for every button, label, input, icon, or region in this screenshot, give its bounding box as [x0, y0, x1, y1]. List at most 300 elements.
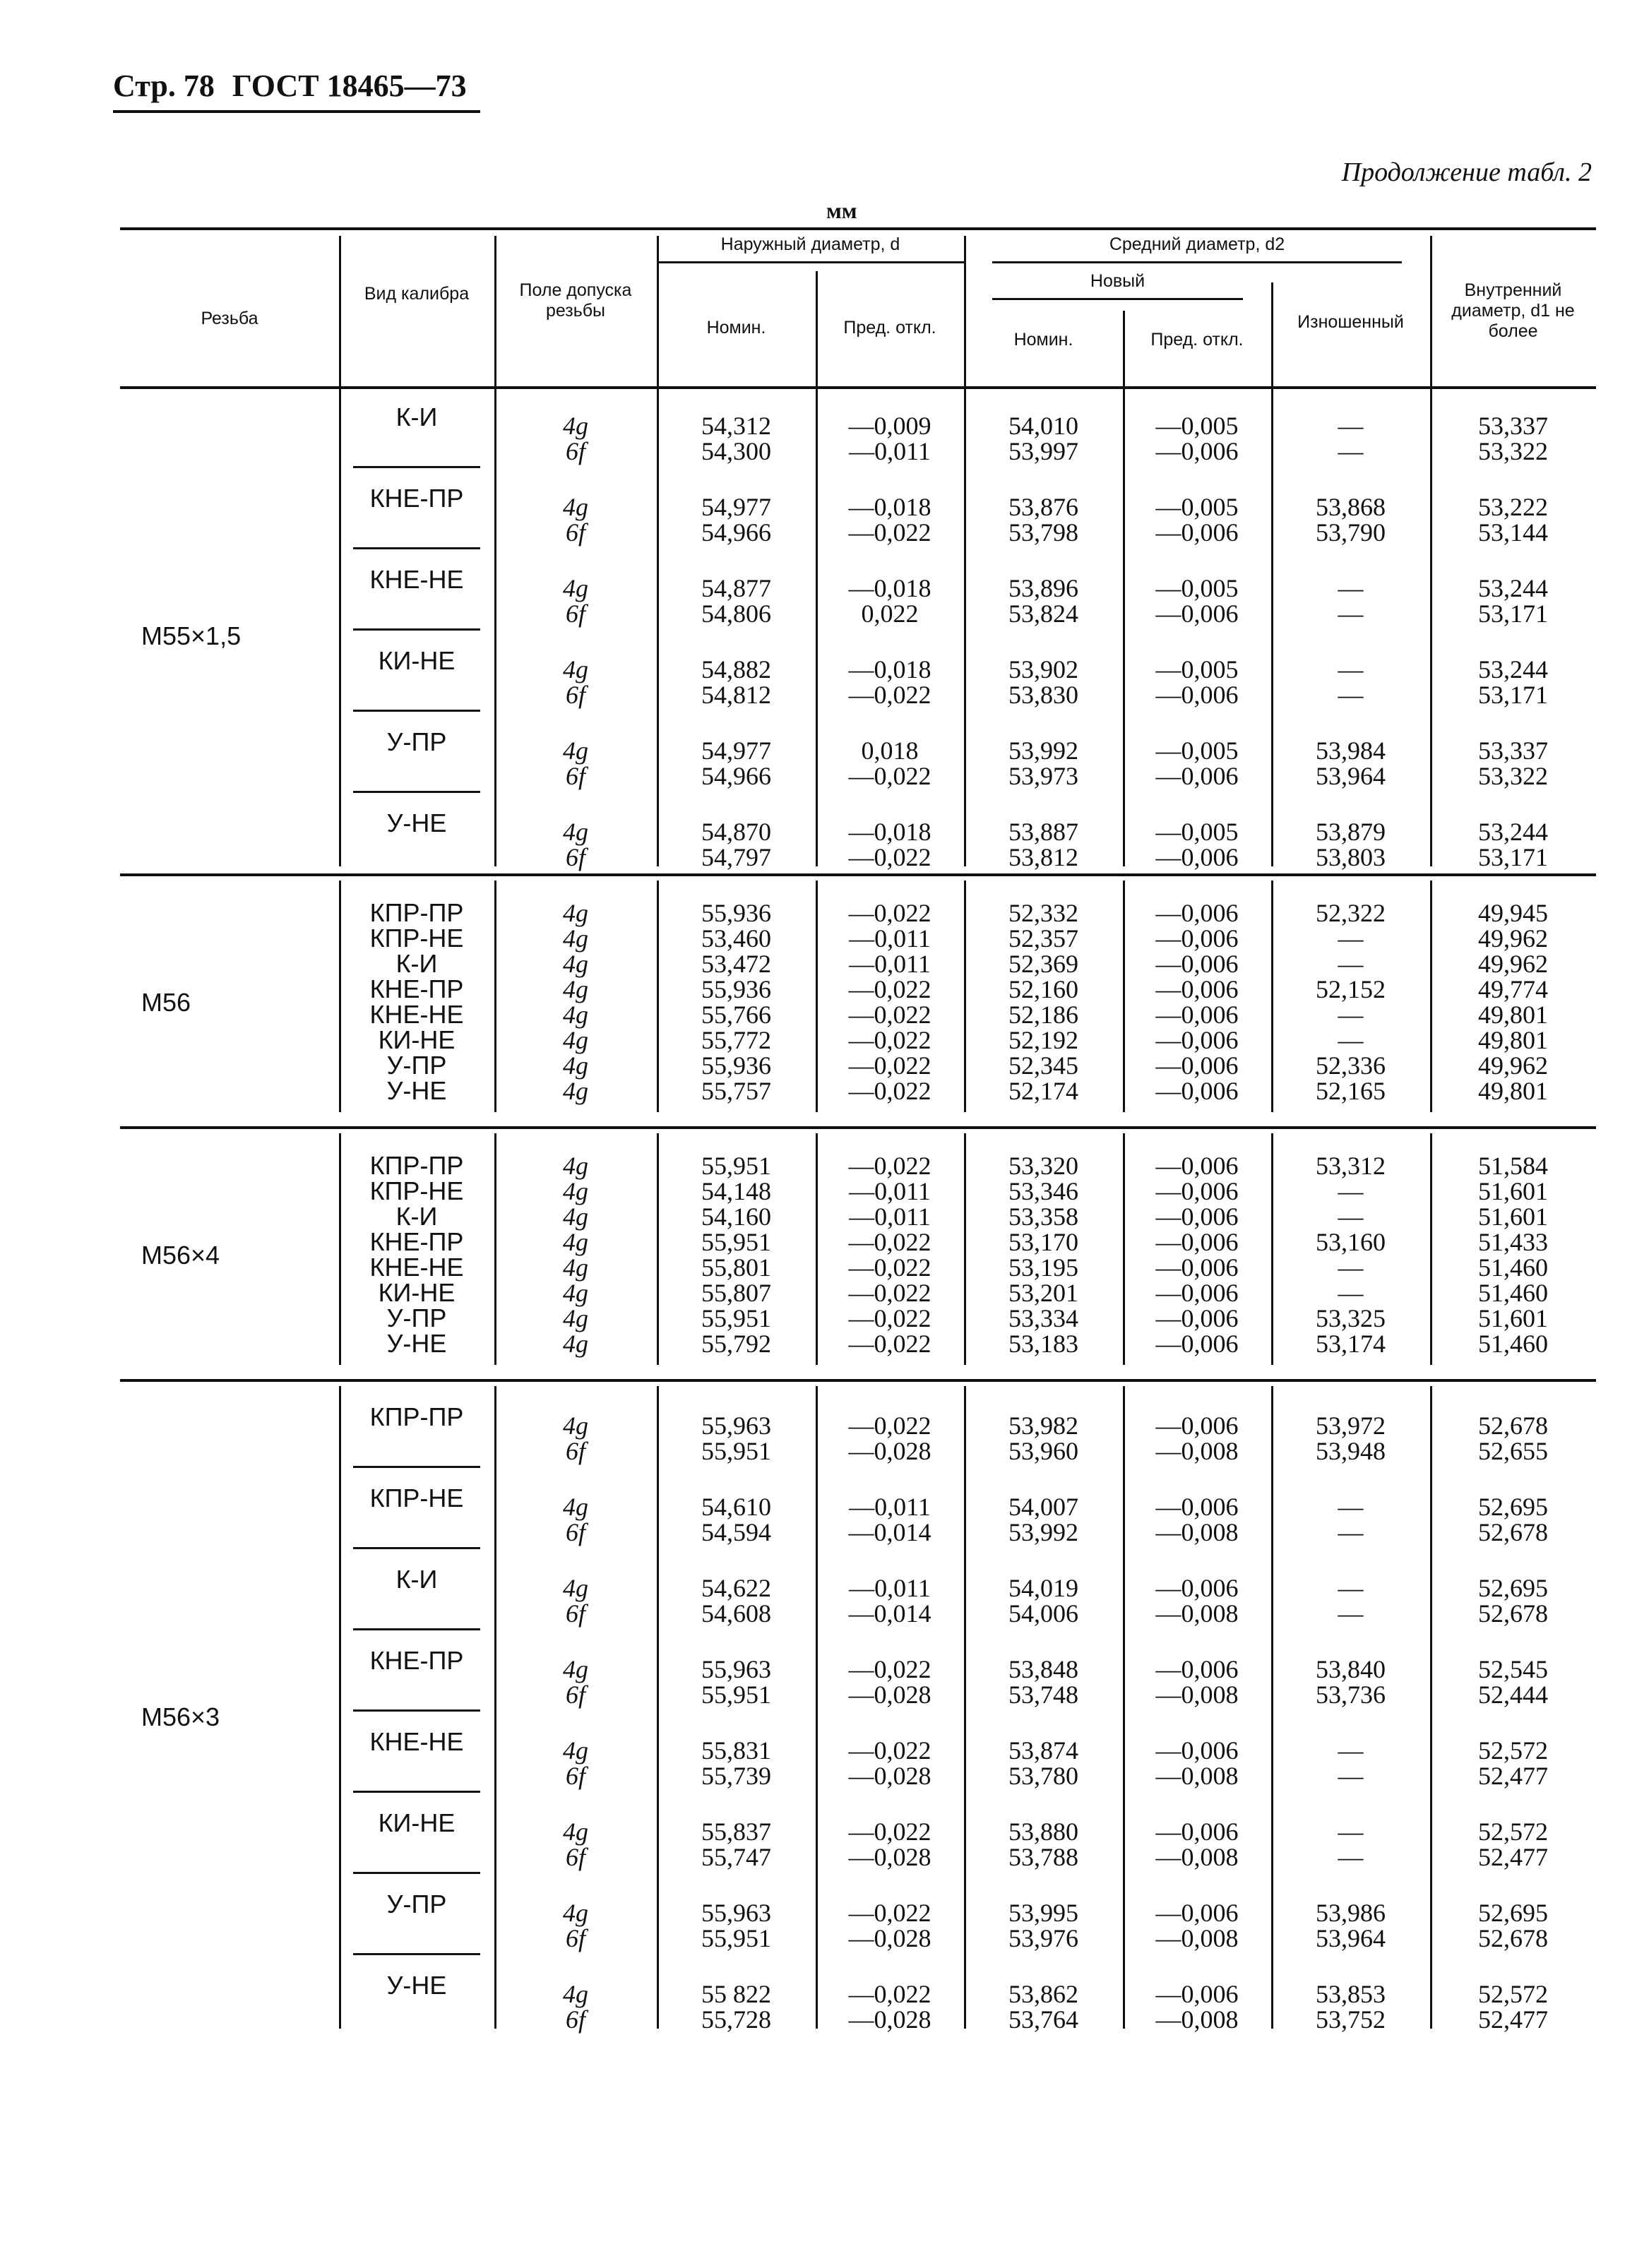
worn-cell: 53,174	[1316, 1330, 1386, 1358]
col-header-inner-diameter: Внутренний диаметр, d1 не более	[1451, 280, 1575, 341]
outer-nominal-cell: 55,739	[701, 1762, 771, 1790]
thread-label: М56×3	[141, 1702, 220, 1731]
mean-deviation-cell: —0,006	[1155, 762, 1239, 790]
outer-deviation-cell: —0,011	[849, 1493, 931, 1521]
worn-cell: 53,160	[1316, 1228, 1386, 1256]
outer-nominal-cell: 53,472	[701, 950, 771, 978]
continuation-note: Продолжение табл. 2	[1341, 157, 1592, 187]
mean-nominal-cell: 52,357	[1008, 924, 1078, 953]
mean-deviation-cell: —0,006	[1155, 681, 1239, 709]
header-divider	[339, 236, 341, 386]
thread-label: М56×4	[141, 1241, 220, 1270]
outer-nominal-cell: 54,977	[701, 493, 771, 521]
outer-deviation-cell: —0,022	[848, 1304, 931, 1332]
tolerance-cell: 4g	[563, 924, 588, 953]
outer-deviation-cell: —0,028	[848, 2005, 931, 2034]
outer-deviation-cell: —0,022	[848, 899, 931, 927]
column-divider	[339, 1133, 341, 1365]
worn-cell: —	[1338, 1202, 1364, 1231]
mean-nominal-cell: 53,798	[1008, 518, 1078, 547]
inner-diameter-cell: 51,460	[1478, 1253, 1548, 1282]
outer-nominal-cell: 55,728	[701, 2005, 771, 2034]
tolerance-cell: 4g	[563, 1304, 588, 1332]
group-rule	[346, 1126, 1596, 1129]
inner-diameter-cell: 53,322	[1478, 762, 1548, 790]
inner-diameter-cell: 53,337	[1478, 412, 1548, 440]
column-divider	[339, 1386, 341, 2029]
tolerance-cell: 4g	[563, 1202, 588, 1231]
mean-deviation-cell: —0,006	[1155, 843, 1239, 871]
outer-nominal-cell: 54,160	[701, 1202, 771, 1231]
mean-deviation-cell: —0,006	[1155, 1051, 1239, 1080]
table-top-rule	[120, 227, 1596, 230]
outer-nominal-cell: 55,951	[701, 1152, 771, 1180]
worn-cell: —	[1338, 1026, 1364, 1054]
outer-deviation-cell: —0,014	[848, 1518, 931, 1546]
gauge-type-cell: У-НЕ	[386, 1971, 447, 2000]
tolerance-cell: 6f	[565, 599, 585, 628]
worn-cell: —	[1338, 437, 1364, 465]
mean-nominal-cell: 53,995	[1008, 1899, 1078, 1927]
inner-diameter-cell: 53,171	[1478, 681, 1548, 709]
gauge-type-cell: КНЕ-ПР	[369, 974, 464, 1003]
column-divider	[964, 386, 966, 866]
outer-nominal-cell: 55,801	[701, 1253, 771, 1282]
mean-nominal-cell: 53,195	[1008, 1253, 1078, 1282]
outer-deviation-cell: —0,022	[848, 1279, 931, 1307]
mean-nominal-cell: 52,174	[1008, 1077, 1078, 1105]
outer-nominal-cell: 55,936	[701, 975, 771, 1003]
mean-nominal-cell: 53,788	[1008, 1843, 1078, 1871]
outer-nominal-cell: 54,966	[701, 518, 771, 547]
mean-nominal-cell: 52,332	[1008, 899, 1078, 927]
outer-nominal-cell: 54,312	[701, 412, 771, 440]
column-divider	[964, 1133, 966, 1365]
outer-deviation-cell: —0,022	[848, 681, 931, 709]
mean-nominal-cell: 53,334	[1008, 1304, 1078, 1332]
inner-diameter-cell: 49,801	[1478, 1026, 1548, 1054]
tolerance-cell: 6f	[565, 681, 585, 709]
outer-nominal-cell: 55,963	[701, 1899, 771, 1927]
outer-nominal-cell: 55,951	[701, 1228, 771, 1256]
gauge-type-cell: КПР-НЕ	[369, 1484, 464, 1512]
col-header-new: Новый	[1090, 271, 1145, 291]
mean-nominal-cell: 53,876	[1008, 493, 1078, 521]
tolerance-cell: 4g	[563, 1228, 588, 1256]
inner-diameter-cell: 53,171	[1478, 599, 1548, 628]
col-header-outer-diameter: Наружный диаметр, d	[720, 234, 900, 254]
tolerance-cell: 4g	[563, 950, 588, 978]
worn-cell: 53,948	[1316, 1437, 1386, 1465]
outer-nominal-cell: 54,148	[701, 1177, 771, 1205]
tolerance-cell: 4g	[563, 655, 588, 684]
worn-cell: 53,840	[1316, 1655, 1386, 1683]
worn-cell: 53,868	[1316, 493, 1386, 521]
inner-diameter-cell: 53,144	[1478, 518, 1548, 547]
tolerance-cell: 6f	[565, 1518, 585, 1546]
mean-nominal-cell: 53,824	[1008, 599, 1078, 628]
mean-nominal-cell: 53,960	[1008, 1437, 1078, 1465]
inner-diameter-cell: 52,477	[1478, 1762, 1548, 1790]
mean-deviation-cell: —0,006	[1155, 1330, 1239, 1358]
tolerance-cell: 4g	[563, 412, 588, 440]
gauge-type-cell: У-ПР	[386, 1890, 447, 1918]
inner-diameter-cell: 52,572	[1478, 1736, 1548, 1765]
header-subrule	[992, 298, 1243, 300]
outer-deviation-cell: —0,011	[849, 1177, 931, 1205]
header-divider	[1430, 236, 1432, 386]
mean-nominal-cell: 52,345	[1008, 1051, 1078, 1080]
gauge-type-cell: У-НЕ	[386, 808, 447, 837]
mean-nominal-cell: 53,887	[1008, 818, 1078, 846]
mean-nominal-cell: 53,812	[1008, 843, 1078, 871]
inner-diameter-cell: 49,962	[1478, 924, 1548, 953]
unit-label: мм	[826, 198, 857, 223]
mean-nominal-cell: 53,973	[1008, 762, 1078, 790]
mean-deviation-cell: —0,006	[1155, 1411, 1239, 1440]
outer-deviation-cell: —0,022	[848, 518, 931, 547]
col-header-mean-deviation: Пред. откл.	[1150, 330, 1244, 350]
worn-cell: —	[1338, 924, 1364, 953]
outer-deviation-cell: —0,022	[848, 1899, 931, 1927]
group-rule	[346, 1379, 1596, 1382]
gauge-type-cell: КНЕ-НЕ	[369, 1000, 464, 1029]
outer-nominal-cell: 54,877	[701, 574, 771, 602]
mean-deviation-cell: —0,006	[1155, 1177, 1239, 1205]
inner-diameter-cell: 52,545	[1478, 1655, 1548, 1683]
outer-deviation-cell: —0,018	[848, 493, 931, 521]
outer-deviation-cell: —0,022	[848, 1152, 931, 1180]
tolerance-cell: 4g	[563, 1051, 588, 1080]
group-rule	[120, 873, 346, 876]
mean-deviation-cell: —0,006	[1155, 950, 1239, 978]
mean-deviation-cell: —0,006	[1155, 1899, 1239, 1927]
worn-cell: 53,325	[1316, 1304, 1386, 1332]
mean-deviation-cell: —0,006	[1155, 1818, 1239, 1846]
mean-deviation-cell: —0,008	[1155, 1762, 1239, 1790]
mean-nominal-cell: 53,874	[1008, 1736, 1078, 1765]
mean-deviation-cell: —0,006	[1155, 924, 1239, 953]
thread-label: М56	[141, 988, 191, 1017]
mean-nominal-cell: 53,320	[1008, 1152, 1078, 1180]
outer-deviation-cell: —0,018	[848, 574, 931, 602]
tolerance-cell: 4g	[563, 574, 588, 602]
outer-nominal-cell: 55,951	[701, 1681, 771, 1709]
mean-nominal-cell: 53,346	[1008, 1177, 1078, 1205]
mean-nominal-cell: 54,006	[1008, 1599, 1078, 1628]
inner-diameter-cell: 52,678	[1478, 1411, 1548, 1440]
header-underline	[113, 110, 480, 113]
outer-nominal-cell: 55,831	[701, 1736, 771, 1765]
column-divider	[1430, 881, 1432, 1112]
outer-nominal-cell: 54,977	[701, 736, 771, 765]
mean-deviation-cell: —0,006	[1155, 1202, 1239, 1231]
mean-nominal-cell: 53,764	[1008, 2005, 1078, 2034]
col-header-outer-nominal: Номин.	[706, 318, 766, 338]
col-header-tolerance: Поле допуска резьбы	[519, 280, 632, 321]
mean-nominal-cell: 53,982	[1008, 1411, 1078, 1440]
inner-diameter-cell: 52,678	[1478, 1518, 1548, 1546]
header-subrule	[992, 261, 1402, 263]
mean-deviation-cell: —0,008	[1155, 1599, 1239, 1628]
thread-label: М55×1,5	[141, 621, 242, 650]
mean-deviation-cell: —0,006	[1155, 899, 1239, 927]
outer-deviation-cell: —0,022	[848, 1026, 931, 1054]
gauge-separator	[353, 466, 480, 468]
outer-deviation-cell: —0,022	[848, 1980, 931, 2008]
tolerance-cell: 6f	[565, 1843, 585, 1871]
worn-cell: —	[1338, 1599, 1364, 1628]
inner-diameter-cell: 49,945	[1478, 899, 1548, 927]
worn-cell: 53,803	[1316, 843, 1386, 871]
header-divider	[657, 236, 659, 386]
outer-deviation-cell: —0,011	[849, 950, 931, 978]
worn-cell: —	[1338, 1177, 1364, 1205]
mean-nominal-cell: 53,183	[1008, 1330, 1078, 1358]
mean-deviation-cell: —0,008	[1155, 1437, 1239, 1465]
tolerance-cell: 4g	[563, 1279, 588, 1307]
gauge-type-cell: У-ПР	[386, 1303, 447, 1332]
inner-diameter-cell: 52,678	[1478, 1924, 1548, 1952]
inner-diameter-cell: 53,244	[1478, 818, 1548, 846]
header-bottom-rule	[120, 386, 1596, 389]
worn-cell: 53,736	[1316, 1681, 1386, 1709]
column-divider	[494, 1386, 496, 2029]
mean-deviation-cell: —0,006	[1155, 437, 1239, 465]
tolerance-cell: 4g	[563, 493, 588, 521]
worn-cell: 52,336	[1316, 1051, 1386, 1080]
outer-nominal-cell: 55,951	[701, 1924, 771, 1952]
column-divider	[494, 386, 496, 866]
tolerance-cell: 4g	[563, 1253, 588, 1282]
mean-nominal-cell: 53,201	[1008, 1279, 1078, 1307]
group-rule	[120, 1379, 346, 1382]
mean-deviation-cell: —0,006	[1155, 1655, 1239, 1683]
inner-diameter-cell: 51,584	[1478, 1152, 1548, 1180]
worn-cell: 53,752	[1316, 2005, 1386, 2034]
header-subrule	[657, 261, 964, 263]
tolerance-cell: 4g	[563, 1152, 588, 1180]
inner-diameter-cell: 52,655	[1478, 1437, 1548, 1465]
tolerance-cell: 4g	[563, 1574, 588, 1602]
worn-cell: —	[1338, 1279, 1364, 1307]
outer-deviation-cell: —0,028	[848, 1762, 931, 1790]
gauge-type-cell: У-НЕ	[386, 1329, 447, 1358]
mean-nominal-cell: 54,019	[1008, 1574, 1078, 1602]
mean-deviation-cell: —0,005	[1155, 493, 1239, 521]
outer-deviation-cell: —0,011	[849, 1574, 931, 1602]
outer-nominal-cell: 54,966	[701, 762, 771, 790]
outer-deviation-cell: —0,011	[849, 924, 931, 953]
outer-deviation-cell: 0,022	[861, 599, 919, 628]
outer-nominal-cell: 54,300	[701, 437, 771, 465]
column-divider	[816, 881, 818, 1112]
column-divider	[1123, 881, 1125, 1112]
outer-nominal-cell: 55,951	[701, 1304, 771, 1332]
inner-diameter-cell: 52,572	[1478, 1980, 1548, 2008]
worn-cell: —	[1338, 681, 1364, 709]
outer-deviation-cell: —0,018	[848, 818, 931, 846]
mean-deviation-cell: —0,005	[1155, 574, 1239, 602]
tolerance-cell: 4g	[563, 1980, 588, 2008]
outer-nominal-cell: 54,797	[701, 843, 771, 871]
col-header-gauge-type: Вид калибра	[364, 284, 470, 304]
worn-cell: 53,984	[1316, 736, 1386, 765]
inner-diameter-cell: 53,222	[1478, 493, 1548, 521]
column-divider	[816, 1133, 818, 1365]
outer-deviation-cell: —0,022	[848, 762, 931, 790]
mean-deviation-cell: —0,006	[1155, 1736, 1239, 1765]
tolerance-cell: 6f	[565, 1437, 585, 1465]
inner-diameter-cell: 51,460	[1478, 1330, 1548, 1358]
tolerance-cell: 4g	[563, 899, 588, 927]
inner-diameter-cell: 51,601	[1478, 1202, 1548, 1231]
inner-diameter-cell: 49,774	[1478, 975, 1548, 1003]
tolerance-cell: 4g	[563, 1493, 588, 1521]
gauge-type-cell: К-И	[395, 1565, 438, 1594]
inner-diameter-cell: 52,678	[1478, 1599, 1548, 1628]
header-divider	[1271, 282, 1273, 386]
mean-deviation-cell: —0,005	[1155, 736, 1239, 765]
gauge-separator	[353, 791, 480, 793]
gauge-type-cell: КПР-НЕ	[369, 924, 464, 953]
worn-cell: —	[1338, 655, 1364, 684]
gauge-type-cell: К-И	[395, 949, 438, 978]
gauge-type-cell: У-ПР	[386, 1051, 447, 1080]
column-divider	[657, 1133, 659, 1365]
gauge-type-cell: К-И	[395, 1202, 438, 1231]
tolerance-cell: 6f	[565, 1762, 585, 1790]
worn-cell: —	[1338, 412, 1364, 440]
worn-cell: 53,972	[1316, 1411, 1386, 1440]
column-divider	[1123, 1133, 1125, 1365]
inner-diameter-cell: 52,695	[1478, 1899, 1548, 1927]
outer-deviation-cell: —0,022	[848, 1228, 931, 1256]
col-header-mean-nominal: Номин.	[1013, 330, 1073, 350]
gauge-type-cell: У-ПР	[386, 727, 447, 756]
mean-deviation-cell: —0,006	[1155, 1152, 1239, 1180]
gauge-separator	[353, 547, 480, 549]
outer-deviation-cell: —0,011	[849, 1202, 931, 1231]
column-divider	[1430, 1133, 1432, 1365]
header-divider	[964, 236, 966, 386]
worn-cell: —	[1338, 599, 1364, 628]
tolerance-cell: 6f	[565, 518, 585, 547]
tolerance-cell: 4g	[563, 1411, 588, 1440]
worn-cell: —	[1338, 1818, 1364, 1846]
gauge-separator	[353, 1953, 480, 1955]
page-header	[113, 68, 467, 104]
mean-nominal-cell: 53,780	[1008, 1762, 1078, 1790]
inner-diameter-cell: 53,322	[1478, 437, 1548, 465]
mean-deviation-cell: —0,006	[1155, 1253, 1239, 1282]
mean-deviation-cell: —0,006	[1155, 1001, 1239, 1029]
standard-number: ГОСТ 18465—73	[232, 68, 467, 103]
mean-deviation-cell: —0,008	[1155, 1924, 1239, 1952]
mean-nominal-cell: 53,358	[1008, 1202, 1078, 1231]
mean-deviation-cell: —0,006	[1155, 1228, 1239, 1256]
tolerance-cell: 4g	[563, 975, 588, 1003]
inner-diameter-cell: 53,244	[1478, 655, 1548, 684]
gauge-type-cell: У-НЕ	[386, 1076, 447, 1105]
tolerance-cell: 6f	[565, 1599, 585, 1628]
outer-nominal-cell: 55,807	[701, 1279, 771, 1307]
gauge-type-cell: КНЕ-ПР	[369, 1646, 464, 1675]
group-rule	[346, 873, 1596, 876]
inner-diameter-cell: 49,962	[1478, 1051, 1548, 1080]
mean-nominal-cell: 53,170	[1008, 1228, 1078, 1256]
gauge-separator	[353, 1628, 480, 1630]
column-divider	[1430, 386, 1432, 866]
col-header-worn: Изношенный	[1297, 312, 1404, 332]
outer-deviation-cell: —0,022	[848, 1736, 931, 1765]
tolerance-cell: 6f	[565, 843, 585, 871]
inner-diameter-cell: 49,801	[1478, 1077, 1548, 1105]
tolerance-cell: 6f	[565, 1681, 585, 1709]
column-divider	[1123, 386, 1125, 866]
outer-nominal-cell: 55,837	[701, 1818, 771, 1846]
column-divider	[1271, 386, 1273, 866]
worn-cell: 52,322	[1316, 899, 1386, 927]
gauge-type-cell: КНЕ-ПР	[369, 1227, 464, 1256]
tolerance-cell: 6f	[565, 2005, 585, 2034]
mean-nominal-cell: 54,007	[1008, 1493, 1078, 1521]
worn-cell: —	[1338, 574, 1364, 602]
worn-cell: —	[1338, 1493, 1364, 1521]
outer-nominal-cell: 54,594	[701, 1518, 771, 1546]
worn-cell: —	[1338, 1518, 1364, 1546]
mean-deviation-cell: —0,008	[1155, 1843, 1239, 1871]
header-divider	[1123, 311, 1125, 386]
inner-diameter-cell: 51,460	[1478, 1279, 1548, 1307]
inner-diameter-cell: 51,433	[1478, 1228, 1548, 1256]
mean-nominal-cell: 53,848	[1008, 1655, 1078, 1683]
gauge-type-cell: КНЕ-ПР	[369, 484, 464, 513]
column-divider	[1430, 1386, 1432, 2029]
outer-deviation-cell: —0,022	[848, 1818, 931, 1846]
outer-nominal-cell: 54,608	[701, 1599, 771, 1628]
outer-nominal-cell: 55,963	[701, 1411, 771, 1440]
outer-nominal-cell: 55,772	[701, 1026, 771, 1054]
worn-cell: —	[1338, 950, 1364, 978]
tolerance-cell: 4g	[563, 818, 588, 846]
inner-diameter-cell: 52,695	[1478, 1574, 1548, 1602]
tolerance-cell: 4g	[563, 1736, 588, 1765]
header-divider	[494, 236, 496, 386]
worn-cell: —	[1338, 1574, 1364, 1602]
outer-nominal-cell: 55,766	[701, 1001, 771, 1029]
gauge-type-cell: КНЕ-НЕ	[369, 1253, 464, 1282]
outer-deviation-cell: —0,022	[848, 1051, 931, 1080]
outer-deviation-cell: —0,014	[848, 1599, 931, 1628]
column-divider	[494, 1133, 496, 1365]
inner-diameter-cell: 53,244	[1478, 574, 1548, 602]
mean-deviation-cell: —0,008	[1155, 2005, 1239, 2034]
page-label: Стр. 78	[113, 68, 215, 103]
column-divider	[339, 386, 341, 866]
outer-deviation-cell: —0,022	[848, 1411, 931, 1440]
outer-nominal-cell: 55,936	[701, 1051, 771, 1080]
gauge-separator	[353, 628, 480, 631]
mean-nominal-cell: 52,192	[1008, 1026, 1078, 1054]
column-divider	[494, 881, 496, 1112]
column-divider	[1123, 1386, 1125, 2029]
worn-cell: 53,853	[1316, 1980, 1386, 2008]
tolerance-cell: 6f	[565, 1924, 585, 1952]
mean-nominal-cell: 52,186	[1008, 1001, 1078, 1029]
outer-deviation-cell: —0,022	[848, 1001, 931, 1029]
column-divider	[657, 881, 659, 1112]
